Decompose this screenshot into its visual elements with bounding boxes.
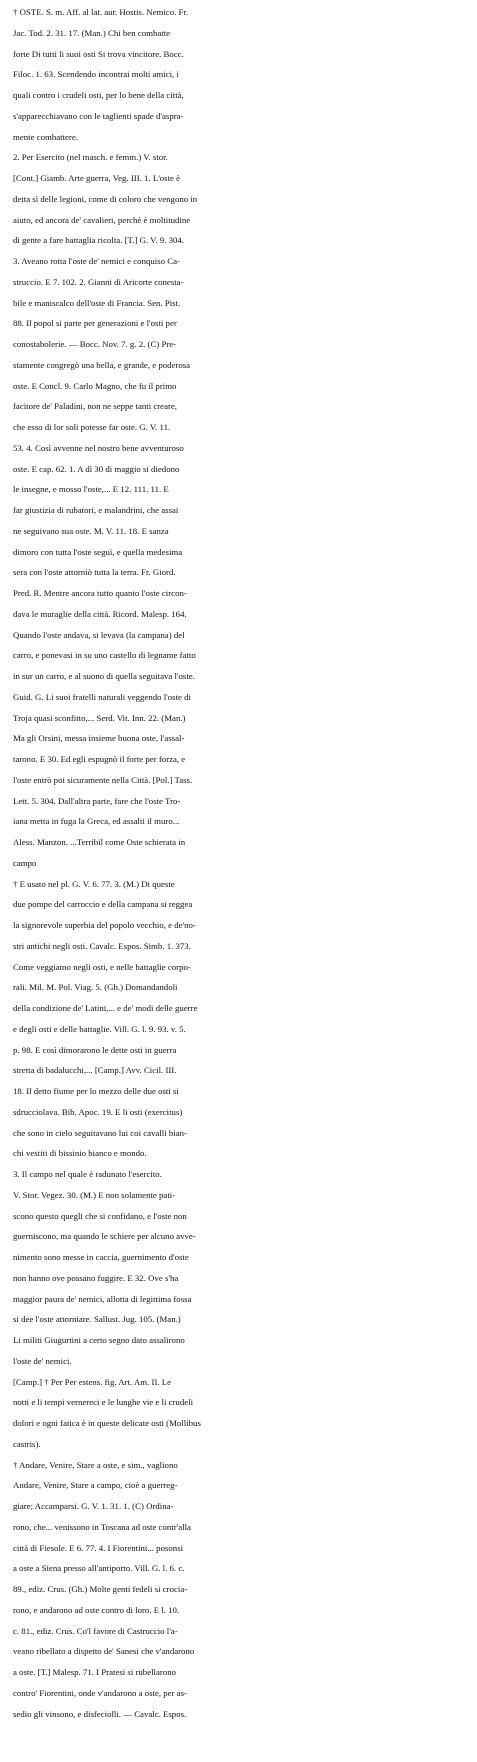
text-line: a oste. [T.] Malesp. 71. I Pratesi si rubellarono [13, 1667, 177, 1677]
text-line: non hanno ove possano fuggire. E 32. Ove s'ha [13, 1272, 179, 1283]
text-line: Quando l'oste andava, si levava (la campana) del [13, 629, 185, 640]
text-line: 53. 4. Così avvenne nel nostro bene avventuroso [13, 442, 184, 453]
text-line: campo [13, 857, 37, 868]
text-line: Come veggiamo negli osti, e nelle battaglie corpo- [13, 961, 191, 972]
text-line: struccio. E 7. 102. 2. Gianni di Aricorte conesta- [13, 276, 184, 287]
text-line: 88. Il popol si parte per generazioni e l'osti per [13, 318, 177, 329]
text-line: far giustizia di rubatori, e malandrini, che assai [13, 505, 179, 515]
text-line: si dee l'oste attorniare. Sallust. Jug. 105. (Man.) [13, 1314, 181, 1325]
text-line: † Andare, Venire, Stare a oste, e sim., vagliono [13, 1459, 178, 1470]
text-line: veano ribellato a dispetto de' Sanesi che v'andarono [13, 1646, 195, 1657]
text-line: stretta di badalucchi,... [Camp.] Avv. Cicil. III. [13, 1065, 177, 1076]
text-line: dava le muraglie della città. Ricord. Malesp. 164. [13, 608, 187, 619]
text-line: giare; Accamparsi. G. V. 1. 31. 1. (C) Ordina- [13, 1501, 174, 1511]
text-line: tarono. E 30. Ed egli espugnò il forte per forza, e [13, 754, 186, 764]
text-line: ne seguivano sua oste. M. V. 11. 18. E sanza [13, 525, 169, 536]
text-line: che esso di lor soli potesse far oste. G. V. 11. [13, 422, 171, 432]
text-line: Pred. R. Mentre ancora tutto quanto l'oste circon- [13, 588, 187, 598]
text-line: 18. Il detto fiume per lo mezzo delle due osti si [13, 1086, 179, 1096]
text-line: stamente congregò una bella, e grande, e poderosa [13, 359, 191, 370]
text-line: dolori e ogni fatica è in queste delicate osti (Mollibus [13, 1418, 201, 1428]
text-line: due pompe del carroccio e della campana si reggea [13, 899, 193, 910]
text-line: aiuto, ed ancora de' cavalieri, perchè è moltitudine [13, 214, 191, 225]
text-line: sera con l'oste attorniò tutta la terra. Fr. Giord. [13, 567, 176, 578]
entry-oste-text [13, 2, 473, 1724]
text-line: Ma gli Orsini, messa insieme buona oste, l'assal- [13, 733, 185, 744]
text-line: scono questo quegli che si confidano, e l'oste non [13, 1210, 187, 1221]
text-line: contro' Fiorentini, onde v'andarono a oste, per as- [13, 1687, 187, 1698]
text-line: rono, che... venissono in Toscana ad oste contr'alla [13, 1521, 191, 1532]
text-line: [Cont.] Giamb. Arte guerra, Veg. III. 1. L'oste è [13, 173, 181, 183]
text-line: Li militi Giugurtini a certo segno dato assalirono [13, 1335, 185, 1345]
text-line: sedio gli vinsono, e disfeciolli. — Cavalc. Espos. [13, 1708, 187, 1719]
text-line: maggior paura de' nemici, allotta di legittima fossa [13, 1293, 192, 1304]
text-line: † OSTE. S. m. Aff. al lat. aur. Hostis. Nemico. Fr. [13, 7, 189, 17]
text-line: s'apparecchiavano con le taglienti spade d'aspra- [13, 110, 184, 121]
text-line: notti e li tempi vernereci e le lunghe vie e li crudeli [13, 1397, 194, 1408]
text-line: in sur un carro, e al suono di quella seguitava l'oste. [13, 671, 195, 681]
text-line: della condizione de' Latini,... e de' modi delle guerre [13, 1003, 198, 1013]
text-line: 3. Il campo nel quale è radunato l'esercito. [13, 1169, 162, 1179]
text-line: c. 81., ediz. Crus. Co'l favore di Castruccio l'a- [13, 1625, 178, 1636]
text-line: quali contro i crudeli osti, per lo bene della città, [13, 90, 184, 100]
text-line: facitore de' Paladini, non ne seppe tanti creare, [13, 401, 178, 412]
text-line: rono, e andarono ad oste contro di loro. E l. 10. [13, 1604, 180, 1615]
text-line: oste. E Concl. 9. Carlo Magno, che fu il primo [13, 380, 177, 391]
text-line: e degli osti e delle battaglie. Vill. G. l. 9. 93. v. 5. [13, 1023, 186, 1034]
text-line: stri antichi negli osti. Cavalc. Espos. Simb. 1. 373. [13, 940, 191, 951]
text-line: sdrucciolava. Bib. Apoc. 19. E li osti (exercitus) [13, 1106, 183, 1117]
text-line: conostabolerie. — Bocc. Nov. 7. g. 2. (C) Pre- [13, 339, 177, 349]
text-line: p. 98. E così dimorarono le dette osti in guerra [13, 1044, 177, 1055]
text-line: l'oste de' nemici. [13, 1355, 72, 1366]
text-line: nimento sono messe in caccia, guernimento d'oste [13, 1252, 189, 1262]
text-line: 2. Per Esercito (nel masch. e femm.) V. stor. [13, 152, 168, 163]
text-line: castris). [13, 1438, 41, 1449]
text-line: forte Di tutti li suoi osti Si trova vincitore. Bocc. [13, 48, 184, 59]
text-line: città di Fiesole. E 6. 77. 4. I Fiorentini... posonsi [13, 1542, 184, 1553]
text-line: bile e maniscalco dell'oste di Francia. Sen. Pist. [13, 297, 181, 308]
text-line: guerniscono, ma quando le schiere per alcuno avve- [13, 1231, 196, 1242]
text-line: mente combattere. [13, 131, 78, 142]
text-line: Filoc. 1. 63. Scendendo incontrai molti amici, i [13, 69, 179, 80]
text-line: che sono in cielo seguitavano lui coi cavalli bian- [13, 1127, 187, 1138]
text-line: detta sì delle legioni, come di coloro che vengono in [13, 193, 198, 204]
text-line: a oste a Siena presso all'antiporto. Vill. G. l. 6. c. [13, 1563, 185, 1574]
text-line: dimoro con tutta l'oste seguì, e quella medesima [13, 546, 183, 557]
text-line: † E usato nel pl. G. V. 6. 77. 3. (M.) Di queste [13, 878, 175, 889]
text-line: chi vestiti di bissinio bianco e mondo. [13, 1148, 147, 1159]
text-line: l'oste entrò poi sicuramente nella Città. [Pol.] Tass. [13, 774, 193, 785]
text-line: V. Stor. Vegez. 30. (M.) E non solamente pati- [13, 1189, 176, 1200]
text-line: 3. Aveano rotta l'oste de' nemici e conquiso Ca- [13, 256, 180, 266]
text-line: 89., ediz. Crus. (Gh.) Molte genti fedeli si crocia- [13, 1584, 188, 1594]
text-line: iana metta in fuga la Greca, ed assalti il muro... [13, 816, 180, 827]
text-line: Aless. Manzon. ...Terribil come Oste schierata in [13, 837, 186, 847]
text-line: rali. Mil. M. Pol. Viag. 5. (Gh.) Domandandoli [13, 982, 178, 993]
text-line: Lett. 5. 304. Dall'altra parte, fare che l'oste Tro- [13, 795, 181, 806]
text-line: [Camp.] † Per Per estens. fig. Art. Am. II. Le [13, 1376, 172, 1387]
text-line: le insegne, e mosso l'oste,... E 12. 111. 11. E [13, 484, 169, 495]
text-line: Jac. Tod. 2. 31. 17. (Man.) Chi ben combatte [13, 27, 171, 38]
text-line: Andare, Venire, Stare a campo, cioè a guerreg- [13, 1480, 178, 1491]
text-line: oste. E cap. 62. 1. A dì 30 di maggio si diedono [13, 463, 180, 474]
text-line: carro, e ponevasi in su uno castello di legname fatto [13, 650, 196, 661]
text-line: Troja quasi sconfitto,... Serd. Vit. Inn. 22. (Man.) [13, 712, 186, 723]
text-line: la signorevole superbia del popolo vecchio, e de'no- [13, 920, 196, 930]
text-line: di gente a fare battaglia ricolta. [T.] G. V. 9. 304. [13, 235, 184, 246]
text-line: Guid. G. Li suoi fratelli naturali veggendo l'oste di [13, 691, 191, 702]
